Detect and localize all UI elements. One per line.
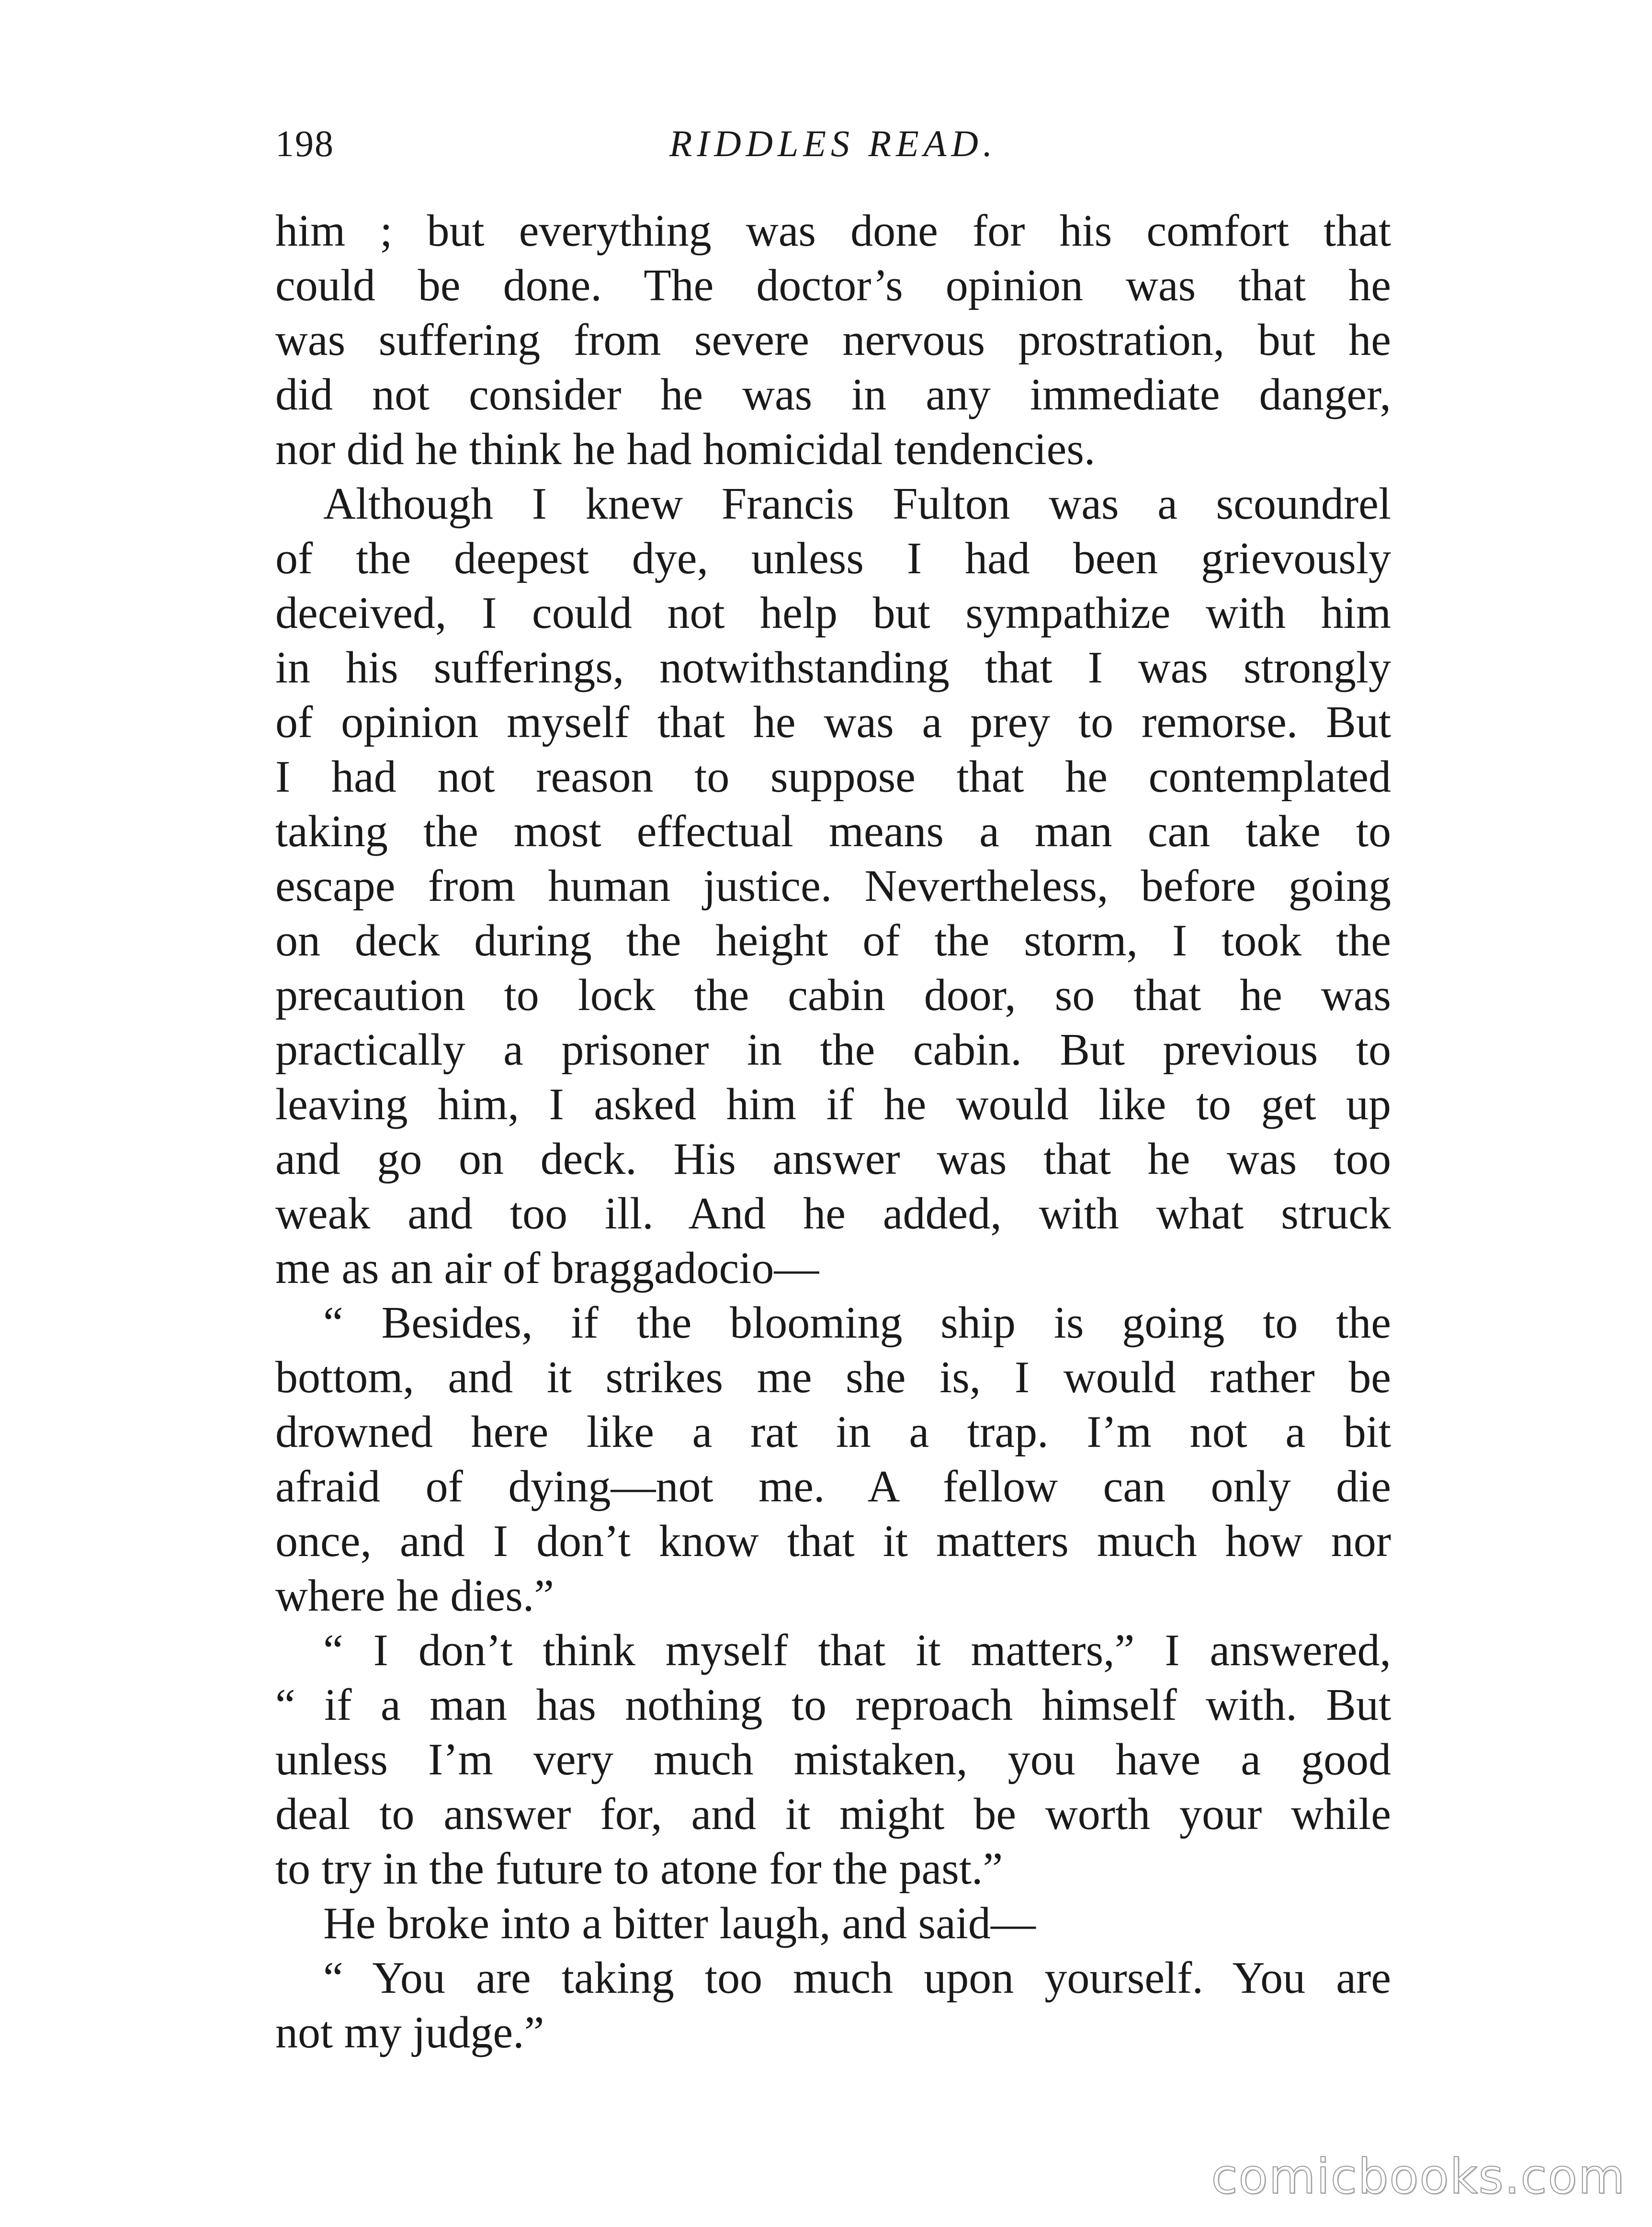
- text-line: of opinion myself that he was a prey to remorse. But: [275, 697, 1391, 747]
- text-line: not my judge.”: [275, 2008, 544, 2057]
- text-line: weak and too ill. And he added, with what struck: [275, 1189, 1391, 1238]
- page-number: 198: [275, 123, 334, 164]
- text-line: I had not reason to suppose that he contemplated: [275, 752, 1391, 802]
- text-line: “ Besides, if the blooming ship is going to the: [323, 1298, 1391, 1348]
- text-line: nor did he think he had homicidal tendencies.: [275, 424, 1096, 474]
- text-line: was suffering from severe nervous prostration, but he: [275, 315, 1391, 365]
- text-line: on deck during the height of the storm, I took the: [275, 916, 1391, 966]
- running-title: RIDDLES READ.: [669, 123, 997, 164]
- text-line: “ if a man has nothing to reproach himself with. But: [275, 1680, 1391, 1730]
- text-line: where he dies.”: [275, 1571, 554, 1621]
- text-line: afraid of dying—not me. A fellow can only die: [275, 1462, 1391, 1511]
- text-line: deceived, I could not help but sympathize with him: [275, 588, 1391, 638]
- text-line: “ You are taking too much upon yourself. You are: [323, 1953, 1391, 2003]
- text-line: Although I knew Francis Fulton was a scoundrel: [323, 479, 1391, 529]
- text-line: taking the most effectual means a man can take to: [275, 807, 1391, 856]
- text-line: bottom, and it strikes me she is, I would rather be: [275, 1352, 1391, 1402]
- running-head: [275, 120, 1391, 177]
- text-line: to try in the future to atone for the past.”: [275, 1844, 1003, 1894]
- text-line: escape from human justice. Nevertheless, before going: [275, 861, 1391, 911]
- text-line: did not consider he was in any immediate danger,: [275, 370, 1391, 420]
- text-line: me as an air of braggadocio—: [275, 1243, 819, 1293]
- text-line: of the deepest dye, unless I had been grievously: [275, 534, 1391, 583]
- watermark: comicbooks.com: [1211, 2148, 1626, 2204]
- body-text: [275, 204, 1391, 2060]
- text-line: “ I don’t think myself that it matters,” I answered,: [323, 1625, 1391, 1675]
- text-line: precaution to lock the cabin door, so that he was: [275, 970, 1391, 1020]
- text-line: in his sufferings, notwithstanding that I was strongly: [275, 643, 1391, 693]
- text-line: him ; but everything was done for his comfort that: [275, 206, 1391, 256]
- text-line: He broke into a bitter laugh, and said—: [323, 1898, 1036, 1948]
- text-line: and go on deck. His answer was that he was too: [275, 1134, 1391, 1184]
- text-line: could be done. The doctor’s opinion was that he: [275, 261, 1391, 310]
- text-line: leaving him, I asked him if he would like to get up: [275, 1079, 1391, 1129]
- text-line: drowned here like a rat in a trap. I’m not a bit: [275, 1407, 1391, 1457]
- text-line: deal to answer for, and it might be worth your while: [275, 1789, 1391, 1839]
- text-line: once, and I don’t know that it matters much how nor: [275, 1516, 1391, 1566]
- text-line: practically a prisoner in the cabin. But previous to: [275, 1025, 1391, 1075]
- text-line: unless I’m very much mistaken, you have a good: [275, 1735, 1391, 1784]
